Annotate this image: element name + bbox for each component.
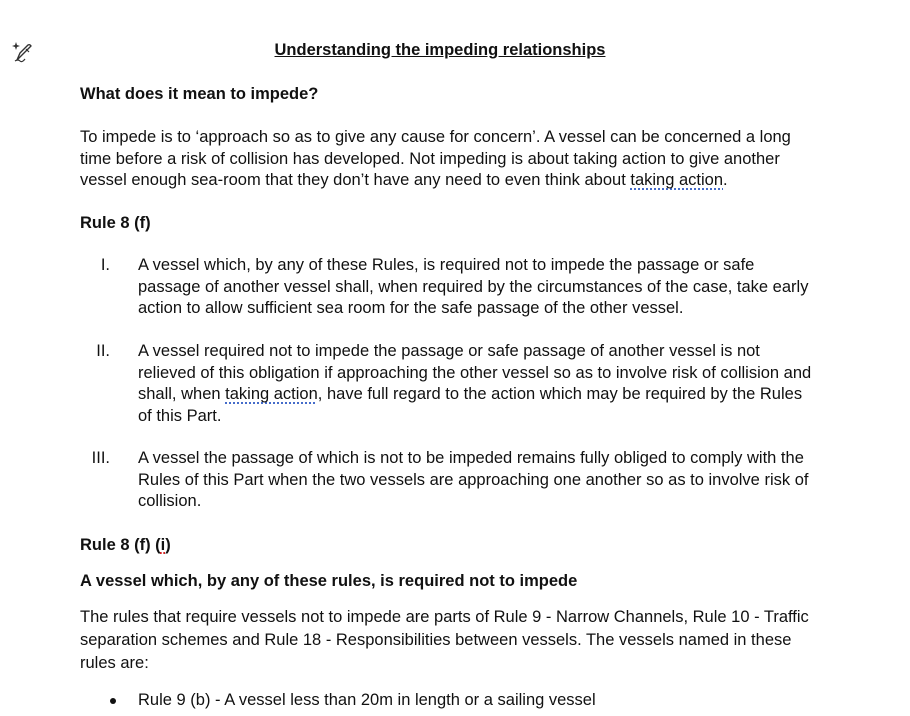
taking-action-link[interactable]: taking action bbox=[630, 171, 724, 190]
taking-action-link[interactable]: taking action bbox=[225, 385, 318, 404]
bullet-icon bbox=[110, 698, 116, 704]
paragraph-impede-definition: To impede is to ‘approach so as to give any cause for concern’. A vessel can be concerned a long time before a risk of collision has developed. Not impeding is about taking action to give another vessel enough sea-room that they don’t have any need to even think about taking action. bbox=[80, 128, 791, 190]
list-item-text: A vessel required not to impede the passage or safe passage of another vessel is not relieved of this obligation if approaching the other vessel so as to involve risk of collision and shall, when taking action, have full regard to the action which may be required by the Rules of this Part. bbox=[138, 342, 812, 426]
list-number: III. bbox=[91, 449, 110, 467]
spelling-flag[interactable]: i bbox=[160, 536, 166, 554]
list-item bbox=[80, 255, 820, 321]
heading-rule-8f: Rule 8 (f) bbox=[80, 214, 151, 232]
heading-required-not-to-impede: A vessel which, by any of these rules, is required not to impede bbox=[80, 572, 578, 590]
bullet-item-text: Rule 9 (b) - A vessel less than 20m in length or a sailing vessel bbox=[138, 691, 596, 709]
list-item-text: A vessel which, by any of these Rules, is required not to impede the passage or safe passage of another vessel shall, when required by the circumstances of the case, take early action to allow sufficient sea room for the safe passage of the other vessel. bbox=[138, 256, 809, 318]
bullet-item bbox=[80, 690, 820, 712]
list-item bbox=[80, 448, 820, 514]
list-item bbox=[80, 341, 820, 429]
heading-rule-8f-i: Rule 8 (f) (i) bbox=[80, 536, 171, 554]
document-title: Understanding the impeding relationships bbox=[274, 41, 606, 59]
heading-what-does-it-mean: What does it mean to impede? bbox=[80, 85, 319, 103]
list-item-text: A vessel the passage of which is not to be impeded remains fully obliged to comply with the Rules of this Part when the two vessels are approaching one another so as to involve risk of collision. bbox=[138, 449, 809, 511]
list-number: I. bbox=[100, 256, 110, 274]
list-number: II. bbox=[96, 342, 110, 360]
paragraph-rules-list-intro: The rules that require vessels not to impede are parts of Rule 9 - Narrow Channels, Rule 10 - Traffic separation schemes and Rule 18 - Responsibilities between vessels. The vessels named in these rules are: bbox=[80, 608, 809, 672]
